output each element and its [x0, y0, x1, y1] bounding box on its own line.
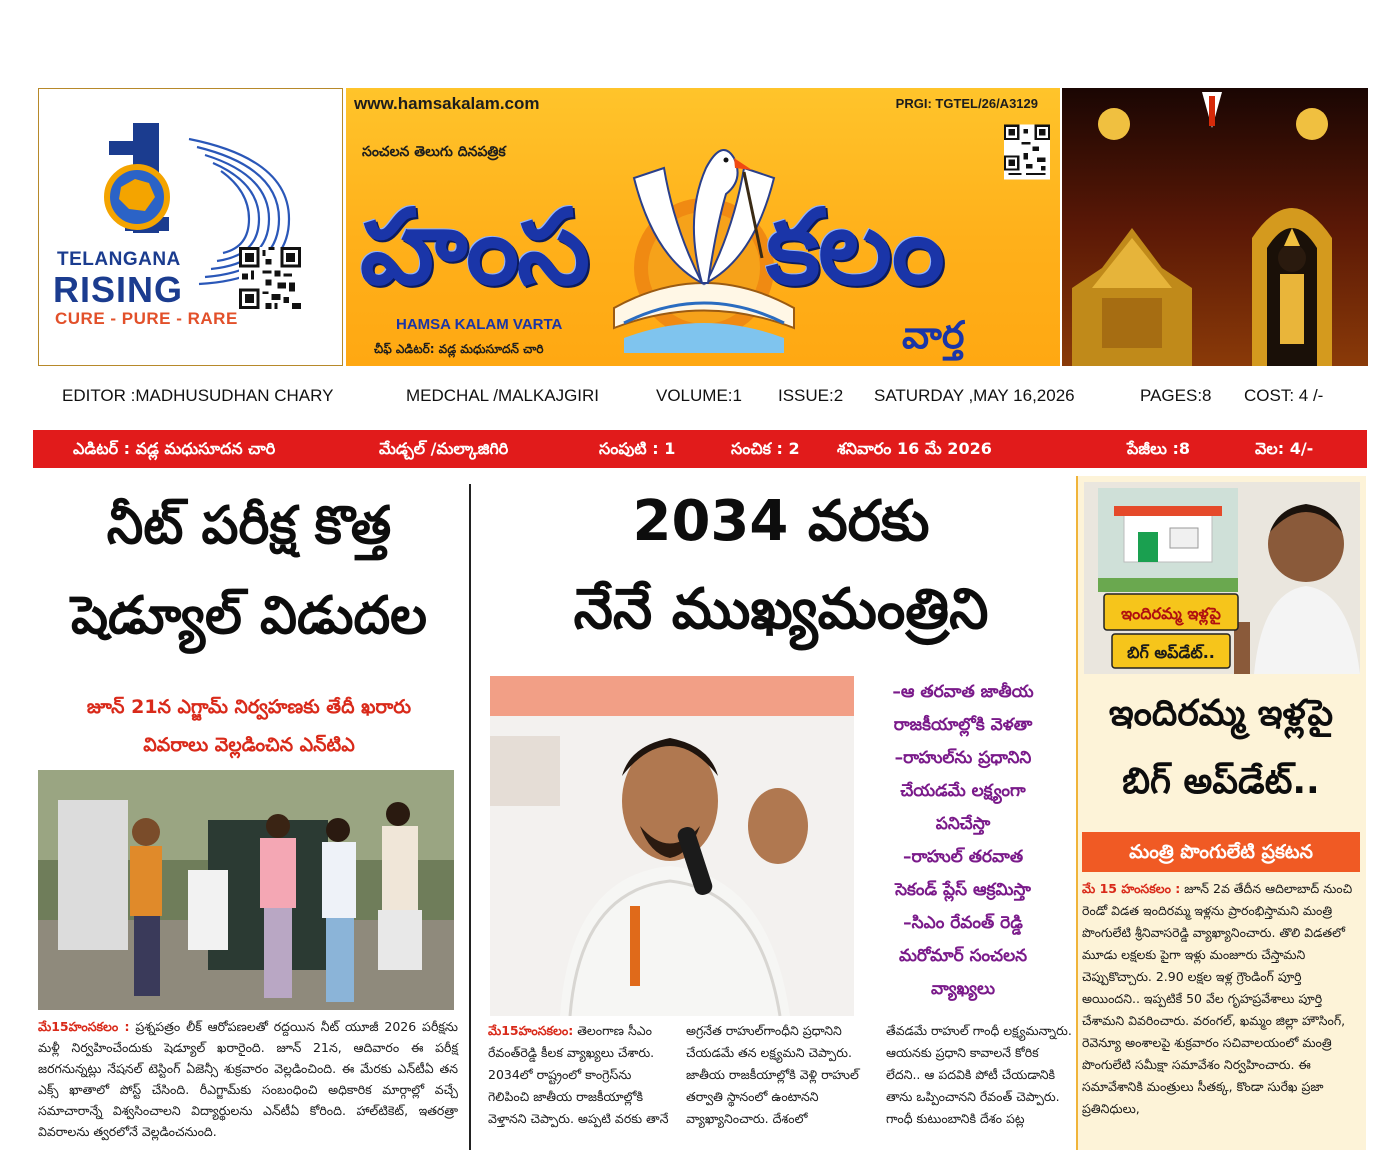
cost-telugu: వెల: 4/- — [1255, 439, 1314, 458]
masthead — [346, 88, 1060, 366]
chief-editor-line: చీఫ్ ఎడిటర్: వడ్ల మధుసూదన్ చారి — [374, 342, 544, 356]
issue-date: SATURDAY ,MAY 16,2026 — [874, 386, 1075, 405]
place-name: MEDCHAL /MALKAJGIRI — [406, 386, 600, 405]
right-story-headline[interactable] — [1080, 690, 1362, 806]
subhead-line: వివరాలు వెల్లడించిన ఎన్‌టిఎ — [143, 734, 355, 756]
masthead-title-suffix: వార్త — [902, 313, 965, 357]
quote-line: –రాహుల్‌ను ప్రధానిని — [894, 748, 1032, 768]
left-story-photo — [38, 770, 454, 1010]
qr-code-icon — [1004, 124, 1050, 180]
housing-minister-image — [1084, 482, 1360, 674]
quote-line: –సిఎం రేవంత్ రెడ్డి — [903, 913, 1023, 933]
ad-line-telangana: TELANGANA — [57, 249, 181, 270]
temple-illustration — [1062, 88, 1368, 366]
body-text: ప్రశ్నపత్రం లీక్ ఆరోపణలతో రద్దయిన నీట్ యూజీ 2026 పరీక్షను మళ్లీ నిర్వహించేందుకు షెడ్యూల్ ఖరారైంది. జూన్ 21న, ఆదివారం ఈ పరీక్ష జరగనున్నట్లు నేషనల్ టెస్టింగ్ ఏజెన్సీ శుక్రవారం వెల్లడించింది. ఈ మేరకు ఎన్‌టీఏ తన ఎక్స్ ఖాతాలో పోస్ట్ చేసింది. రీఎగ్జామ్‌కు సంబంధించి అధికారిక మార్గాల్లో వచ్చే సమాచారాన్నే విశ్వసించాలని విద్యార్థులను ఎన్‌టీఏ కోరింది. హాల్‌టికెట్, ఇతరత్రా వివరాలను త్వరలోనే వెల్లడించనుంది. — [38, 1019, 458, 1139]
prgi-number: PRGI: TGTEL/26/A3129 — [895, 96, 1038, 111]
body-text: జూన్ 2వ తేదీన ఆదిలాబాద్ నుంచి రెండో విడత ఇందిరమ్మ ఇళ్లను ప్రారంభిస్తామని మంత్రి పొంగులేటి శ్రీనివాసరెడ్డి వ్యాఖ్యానించారు. తొలి విడతలో మూడు లక్షలకు పైగా ఇళ్లు మంజూరు చేస్తామని చెప్పుకొచ్చారు. 2.90 లక్షల ఇళ్ల గ్రౌండింగ్ పూర్తి అయిందని.. ఇప్పటికే 50 వేల గృహప్రవేశాలు పూర్తి చేశామని వివరించారు. వరంగల్, ఖమ్మం జిల్లా హౌసింగ్, రెవెన్యూ అంశాలపై శుక్రవారం సచివాలయంలో మంత్రి పొంగులేటి సమీక్షా సమావేశం నిర్వహించారు. ఈ సమావేశానికి మంత్రులు సీతక్క, కొండా సురేఖ ప్రజా ప్రతినిధులు, — [1082, 881, 1353, 1116]
quote-line: పనిచేస్తా — [935, 814, 991, 834]
info-line-english — [40, 386, 1370, 412]
headline-line: 2034 వరకు — [632, 489, 930, 554]
right-story-subhead: మంత్రి పొంగులేటి ప్రకటన — [1082, 832, 1360, 872]
center-story-body-col3: తేవడమే రాహుల్ గాంధీ లక్ష్యమన్నారు. ఆయనకు ప్రధాని కావాలనే కోరిక లేదని.. ఆ పదవికి పోటీ చేయడానికి తాను ఒప్పించానని రేవంత్ చెప్పారు. గాంధీ కుటుంబానికి దేశం పట్ల — [886, 1023, 1072, 1126]
headline-line: నేనే ముఖ్యమంత్రిని — [573, 577, 989, 642]
left-story-body — [38, 1016, 458, 1142]
body-text: తెలంగాణ సీఎం రేవంత్‌రెడ్డి కీలక వ్యాఖ్యలు చేశారు. 2034లో రాష్ట్రంలో కాంగ్రెస్‌ను గెలిపించి జాతీయ రాజకీయాల్లోకి వెళ్తానని చెప్పారు. అప్పటి వరకు తానే — [488, 1023, 669, 1126]
info-line-telugu — [33, 430, 1367, 468]
volume-number: VOLUME:1 — [656, 386, 742, 405]
issue-telugu: సంచిక : 2 — [731, 439, 800, 458]
right-story-body — [1082, 878, 1362, 1120]
masthead-english-name: HAMSA KALAM VARTA — [396, 316, 563, 333]
volume-telugu: సంపుటి : 1 — [599, 439, 676, 458]
masthead-title-part1: హంస — [360, 186, 589, 308]
quote-line: –ఆ తరవాత జాతీయ — [892, 682, 1034, 702]
telangana-rising-ad — [38, 88, 343, 366]
telangana-emblem-icon — [89, 121, 209, 241]
quote-line: చేయడమే లక్ష్యంగా — [900, 781, 1026, 801]
temple-image — [1062, 88, 1368, 366]
editor-name: EDITOR :MADHUSUDHAN CHARY — [62, 386, 334, 405]
issue-number: ISSUE:2 — [778, 386, 844, 405]
masthead-title-part2: కలం — [766, 186, 943, 308]
column-divider — [469, 484, 471, 1150]
qr-code-icon — [239, 247, 301, 309]
left-story-subhead — [36, 688, 462, 764]
date-telugu: శనివారం 16 మే 2026 — [837, 439, 992, 458]
cm-speaking-image — [490, 676, 854, 1016]
quote-line: సెకండ్ ప్లేస్ ఆక్రమిస్తా — [895, 880, 1031, 900]
place-name-telugu: మేడ్చల్ /మల్కాజిగిరి — [379, 439, 509, 458]
photo-caption-line1: ఇందిరమ్మ ఇళ్లపై — [1121, 604, 1221, 623]
exam-students-image — [38, 770, 454, 1010]
subhead-line: జూన్ 21న ఎగ్జామ్ నిర్వహణకు తేదీ ఖరారు — [86, 696, 412, 718]
page-count: PAGES:8 — [1140, 386, 1212, 405]
dateline: మే15హంసకలం: — [488, 1023, 574, 1038]
masthead-tagline: సంచలన తెలుగు దినపత్రిక — [362, 144, 506, 160]
center-story-headline[interactable] — [482, 490, 1080, 642]
right-story-photo — [1084, 482, 1360, 674]
website-url[interactable]: www.hamsakalam.com — [354, 94, 540, 113]
quote-line: రాజకీయాల్లోకి వెళతా — [893, 715, 1033, 735]
center-story-body-col1 — [488, 1020, 676, 1130]
center-story-body-col2: అగ్రనేత రాహుల్‌గాంధీని ప్రధానిని చేయడమే తన లక్ష్యమని చెప్పారు. జాతీయ రాజకీయాల్లోకి వెళ్లి రాహుల్ తర్వాతి స్థానంలో ఉంటానని వ్యాఖ్యానించారు. దేశంలో — [686, 1023, 859, 1126]
headline-line: ఇందిరమ్మ ఇళ్లపై — [1108, 693, 1334, 734]
ad-line-rising: RISING — [53, 269, 184, 310]
pages-telugu: పేజీలు :8 — [1127, 439, 1191, 458]
center-story-photo — [490, 676, 854, 1016]
headline-line: నీట్ పరీక్ష కొత్త — [106, 495, 392, 556]
headline-line: షెడ్యూల్ విడుదల — [70, 585, 428, 646]
cost: COST: 4 /- — [1244, 386, 1324, 405]
left-story-headline[interactable] — [36, 496, 462, 646]
dateline: మే15హంసకలం : — [38, 1019, 130, 1034]
quote-line: మరోమార్ సంచలన — [898, 946, 1028, 966]
headline-line: బిగ్ అప్‌డేట్.. — [1122, 761, 1320, 802]
quote-line: –రాహుల్ తరవాత — [902, 847, 1024, 867]
dateline: మే 15 హంసకలం : — [1082, 881, 1181, 896]
editor-name-telugu: ఎడిటర్ : వడ్ల మధుసూదన చారి — [73, 439, 276, 458]
photo-caption-line2: బిగ్ అప్‌డేట్.. — [1127, 643, 1215, 662]
center-story-pullquotes — [860, 676, 1066, 1006]
ad-line-tagline: CURE - PURE - RARE — [55, 309, 238, 328]
quote-line: వ్యాఖ్యలు — [931, 979, 995, 999]
